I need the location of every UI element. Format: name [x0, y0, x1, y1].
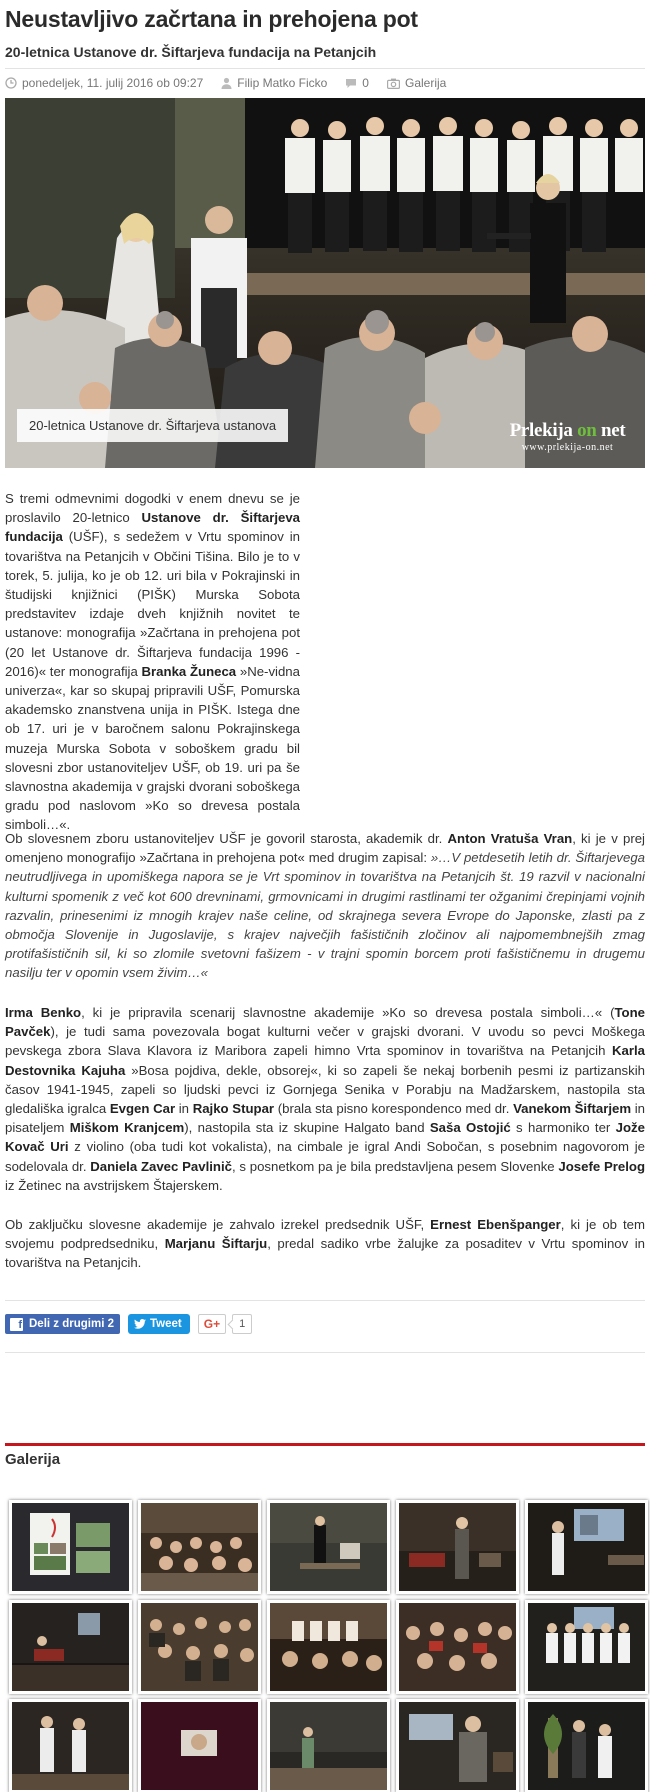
text-run: , ki je ob tem svojemu podpredsedniku,	[5, 1217, 645, 1252]
watermark-part-b: on	[577, 420, 597, 441]
thumb-image	[141, 1503, 258, 1591]
divider	[5, 1352, 645, 1353]
clock-icon	[5, 77, 17, 89]
google-plus-count: 1	[232, 1314, 252, 1334]
thumb-image	[12, 1503, 129, 1591]
facebook-share-label: Deli z drugimi 2	[29, 1318, 114, 1330]
meta-gallery-link[interactable]	[387, 76, 446, 90]
text-run: , s posnetkom pa je bila predstavljena pesem Slovenke	[231, 1158, 559, 1174]
gallery-thumb[interactable]	[9, 1500, 132, 1594]
bold-run: Vanekom Šiftarjem	[513, 1101, 632, 1117]
thumb-image	[12, 1702, 129, 1790]
gallery-thumb[interactable]	[525, 1600, 648, 1694]
text-run: , ki je pripravila scenarij slavnostne akademije »Ko so drevesa postala simboli…« (	[81, 1005, 615, 1020]
gallery-accent-line	[5, 1443, 645, 1446]
bold-run: Branka Žuneca	[141, 663, 237, 679]
tweet-label: Tweet	[150, 1318, 182, 1330]
thumb-image	[12, 1603, 129, 1691]
thumb-image	[399, 1503, 516, 1591]
text-run: (brala sta pisno korespondenco med dr.	[274, 1101, 514, 1117]
text-run: , predal sadiko vrbe žalujke za posaditev v Vrtu spominov in tovarištva na Petanjcih.	[5, 1236, 646, 1271]
share-bar	[5, 1313, 252, 1335]
thumb-image	[141, 1603, 258, 1691]
hero-caption: 20-letnica Ustanove dr. Šiftarjeva ustanova	[17, 409, 288, 442]
gallery-thumb[interactable]	[9, 1699, 132, 1792]
text-run: in pisateljem	[5, 1101, 646, 1136]
meta-date-text: ponedeljek, 11. julij 2016 ob 09:27	[22, 76, 204, 90]
text-run: s harmoniko ter	[510, 1120, 616, 1136]
text-run: »Bosa pojdiva, dekle, obsoreј«, ki so zapeli še nekaj borbenih pesmi iz partizanskih časov 1941-1945, zapeli so ljudski pevci iz Gornjega Senika v Porabju na Madžarskem, nastopila sta gledališka igralca	[5, 1062, 645, 1117]
gallery-thumb[interactable]	[138, 1500, 261, 1594]
bold-run: Ernest Ebenšpanger	[430, 1217, 561, 1232]
article-title: Neustavljivo začrtana in prehojena pot	[5, 6, 418, 32]
thumb-image	[399, 1702, 516, 1790]
article-paragraph-1	[5, 489, 300, 835]
thumb-image	[141, 1702, 258, 1790]
gallery-thumb[interactable]	[267, 1699, 390, 1792]
meta-author-text: Filip Matko Ficko	[237, 76, 328, 90]
thumb-image	[270, 1603, 387, 1691]
bold-run: Tone Pavček	[5, 1005, 646, 1040]
article-paragraph-4	[5, 1215, 645, 1273]
bold-run: Evgen Car	[109, 1101, 176, 1117]
gallery-grid	[5, 1500, 645, 1790]
text-run: Ob zaključku slovesne akademije je zahvalo izrekel predsednik UŠF,	[5, 1217, 431, 1232]
camera-icon	[387, 78, 400, 89]
text-run: , ki je v prej omenjeno monografijo »Začrtana in prehojena pot« med drugim zapisal:	[5, 831, 645, 866]
bold-run: Ustanove dr. Šiftarjeva fundacija	[5, 510, 300, 545]
gallery-title: Galerija	[5, 1451, 61, 1468]
quote-run: »…V petdesetih letih dr. Šiftarjevega neutrudljivega in upomiškega napora se je Vrt spominov in tovarištva na Petanjcih št. 19 razvil v nacionalni kulturni spomenik z več kot 600 drevninami, grmovnicami in drugimi rastlinami ter ožganimi črepinjami vojnih razvalin, prinesenimi iz mnogih krajev naše celine, od skrajnega severa Evrope do Japonske, zlasti pa z območja Slovenije in Jugoslavije, s krajev največjih fašističnih zločinov ali najpomembnejših zmag protifašističnih sil, ki so zlomile svetovni fašizem - v trajni spomin borcem proti fašističnemu in drugemu nasilju ter v opomin vsem živim…«	[5, 850, 646, 981]
facebook-share-button[interactable]	[5, 1314, 120, 1334]
text-run: ), je tudi sama povezovala bogat kulturni večer v grajski dvorani. V uvodu so pevci Moškega pevskega zbora Slava Klavora iz Maribora zapeli himno Vrta spominov in tovarištva na Petanjcih	[5, 1024, 645, 1059]
text-run: ), nastopila sta iz skupine Halgato band	[184, 1120, 430, 1136]
google-plus-icon: G+	[203, 1317, 221, 1331]
bold-run: Anton Vratuša Vran	[447, 831, 573, 846]
text-run: in	[175, 1101, 193, 1117]
article-paragraph-2	[5, 829, 645, 983]
bold-run: Karla Destovnika Kajuha	[5, 1043, 645, 1078]
gallery-thumb[interactable]	[396, 1500, 519, 1594]
watermark-logo	[495, 420, 640, 442]
bold-run: Miškom Kranjcem	[69, 1120, 185, 1136]
text-run: »Ne-vidna univerza«, kar so skupaj pripravili UŠF, Pomurska akademsko znanstvena unija in PIŠK. Istega dne ob 17. uri je v baročnem salonu Pokrajinskega muzeja Murska Sobota v soboškem gradu bil slovesni zbor ustanoviteljev UŠF, ob 19. uri pa še slavnostna akademija v grajski dvorani soboškega gradu pod naslovom »Ko so drevesa postala simboli…«.	[5, 663, 300, 833]
meta-gallery-text: Galerija	[404, 76, 447, 90]
thumb-image	[528, 1702, 645, 1790]
text-run: S tremi odmevnimi dogodki v enem dnevu se je proslavilo 20-letnico	[5, 491, 300, 526]
meta-comments-count: 0	[362, 76, 369, 90]
gallery-thumb[interactable]	[396, 1600, 519, 1694]
bold-run: Jože Kovač Uri	[5, 1120, 645, 1155]
twitter-bird-icon	[134, 1319, 146, 1329]
meta-comments[interactable]	[345, 76, 369, 90]
watermark-part-c: net	[600, 420, 626, 441]
thumb-image	[399, 1603, 516, 1691]
article-paragraph-3	[5, 1003, 645, 1195]
thumb-image	[270, 1702, 387, 1790]
divider	[5, 68, 645, 69]
divider	[5, 1300, 645, 1301]
gallery-thumb[interactable]	[9, 1600, 132, 1694]
facebook-icon: f	[10, 1318, 23, 1331]
gallery-thumb[interactable]	[525, 1500, 648, 1594]
article-subtitle: 20-letnica Ustanove dr. Šiftarjeva fundacija na Petanjcih	[5, 44, 377, 60]
gallery-thumb[interactable]	[138, 1699, 261, 1792]
comment-icon	[345, 78, 357, 89]
meta-author[interactable]	[221, 76, 327, 90]
thumb-image	[528, 1503, 645, 1591]
gallery-thumb[interactable]	[138, 1600, 261, 1694]
bold-run: Josefe Prelog	[558, 1158, 645, 1174]
gallery-thumb[interactable]	[267, 1600, 390, 1694]
user-icon	[221, 77, 232, 89]
bold-run: Saša Ostojić	[429, 1120, 511, 1136]
gallery-thumb[interactable]	[525, 1699, 648, 1792]
thumb-image	[270, 1503, 387, 1591]
text-run: Ob slovesnem zboru ustanoviteljev UŠF je govoril starosta, akademik dr.	[5, 831, 448, 846]
bold-run: Marjanu Šiftarju	[164, 1236, 268, 1252]
gallery-thumb[interactable]	[267, 1500, 390, 1594]
gallery-thumb[interactable]	[396, 1699, 519, 1792]
watermark-part-a: Prlekija	[509, 420, 573, 441]
text-run: (UŠF), s sedežem v Vrtu spominov in tovarištva na Petanjcih v Občini Tišina. Bilo je to v torek, 5. julija, ko je ob 12. uri bila v Pokrajinski in študijski knjižnici (PIŠK) Murska Sobota predstavitev izdaje dveh knjižnih novitet te ustanove: monografija »Začrtana in prehojena pot (20 let Ustanove dr. Šiftarjeva fundacija 1996 - 2016)« ter monografija	[5, 529, 300, 679]
text-run: z violino (oba tudi kot vokalista), na cimbale je igral Andi Sobočan, s posebnim nagovorom je sodelovala dr.	[5, 1139, 645, 1174]
site-watermark	[495, 420, 640, 453]
watermark-url: www.prlekija-on.net	[521, 442, 614, 453]
article-meta	[5, 74, 464, 92]
google-plus-button[interactable]	[198, 1314, 226, 1334]
tweet-button[interactable]	[128, 1314, 190, 1334]
bold-run: Rajko Stupar	[192, 1101, 275, 1117]
text-run: iz Žetinec na avstrijskem Štajerskem.	[5, 1177, 223, 1193]
bold-run: Irma Benko	[5, 1005, 82, 1020]
bold-run: Daniela Zavec Pavlinič	[90, 1158, 232, 1174]
thumb-image	[528, 1603, 645, 1691]
meta-date	[5, 76, 203, 90]
